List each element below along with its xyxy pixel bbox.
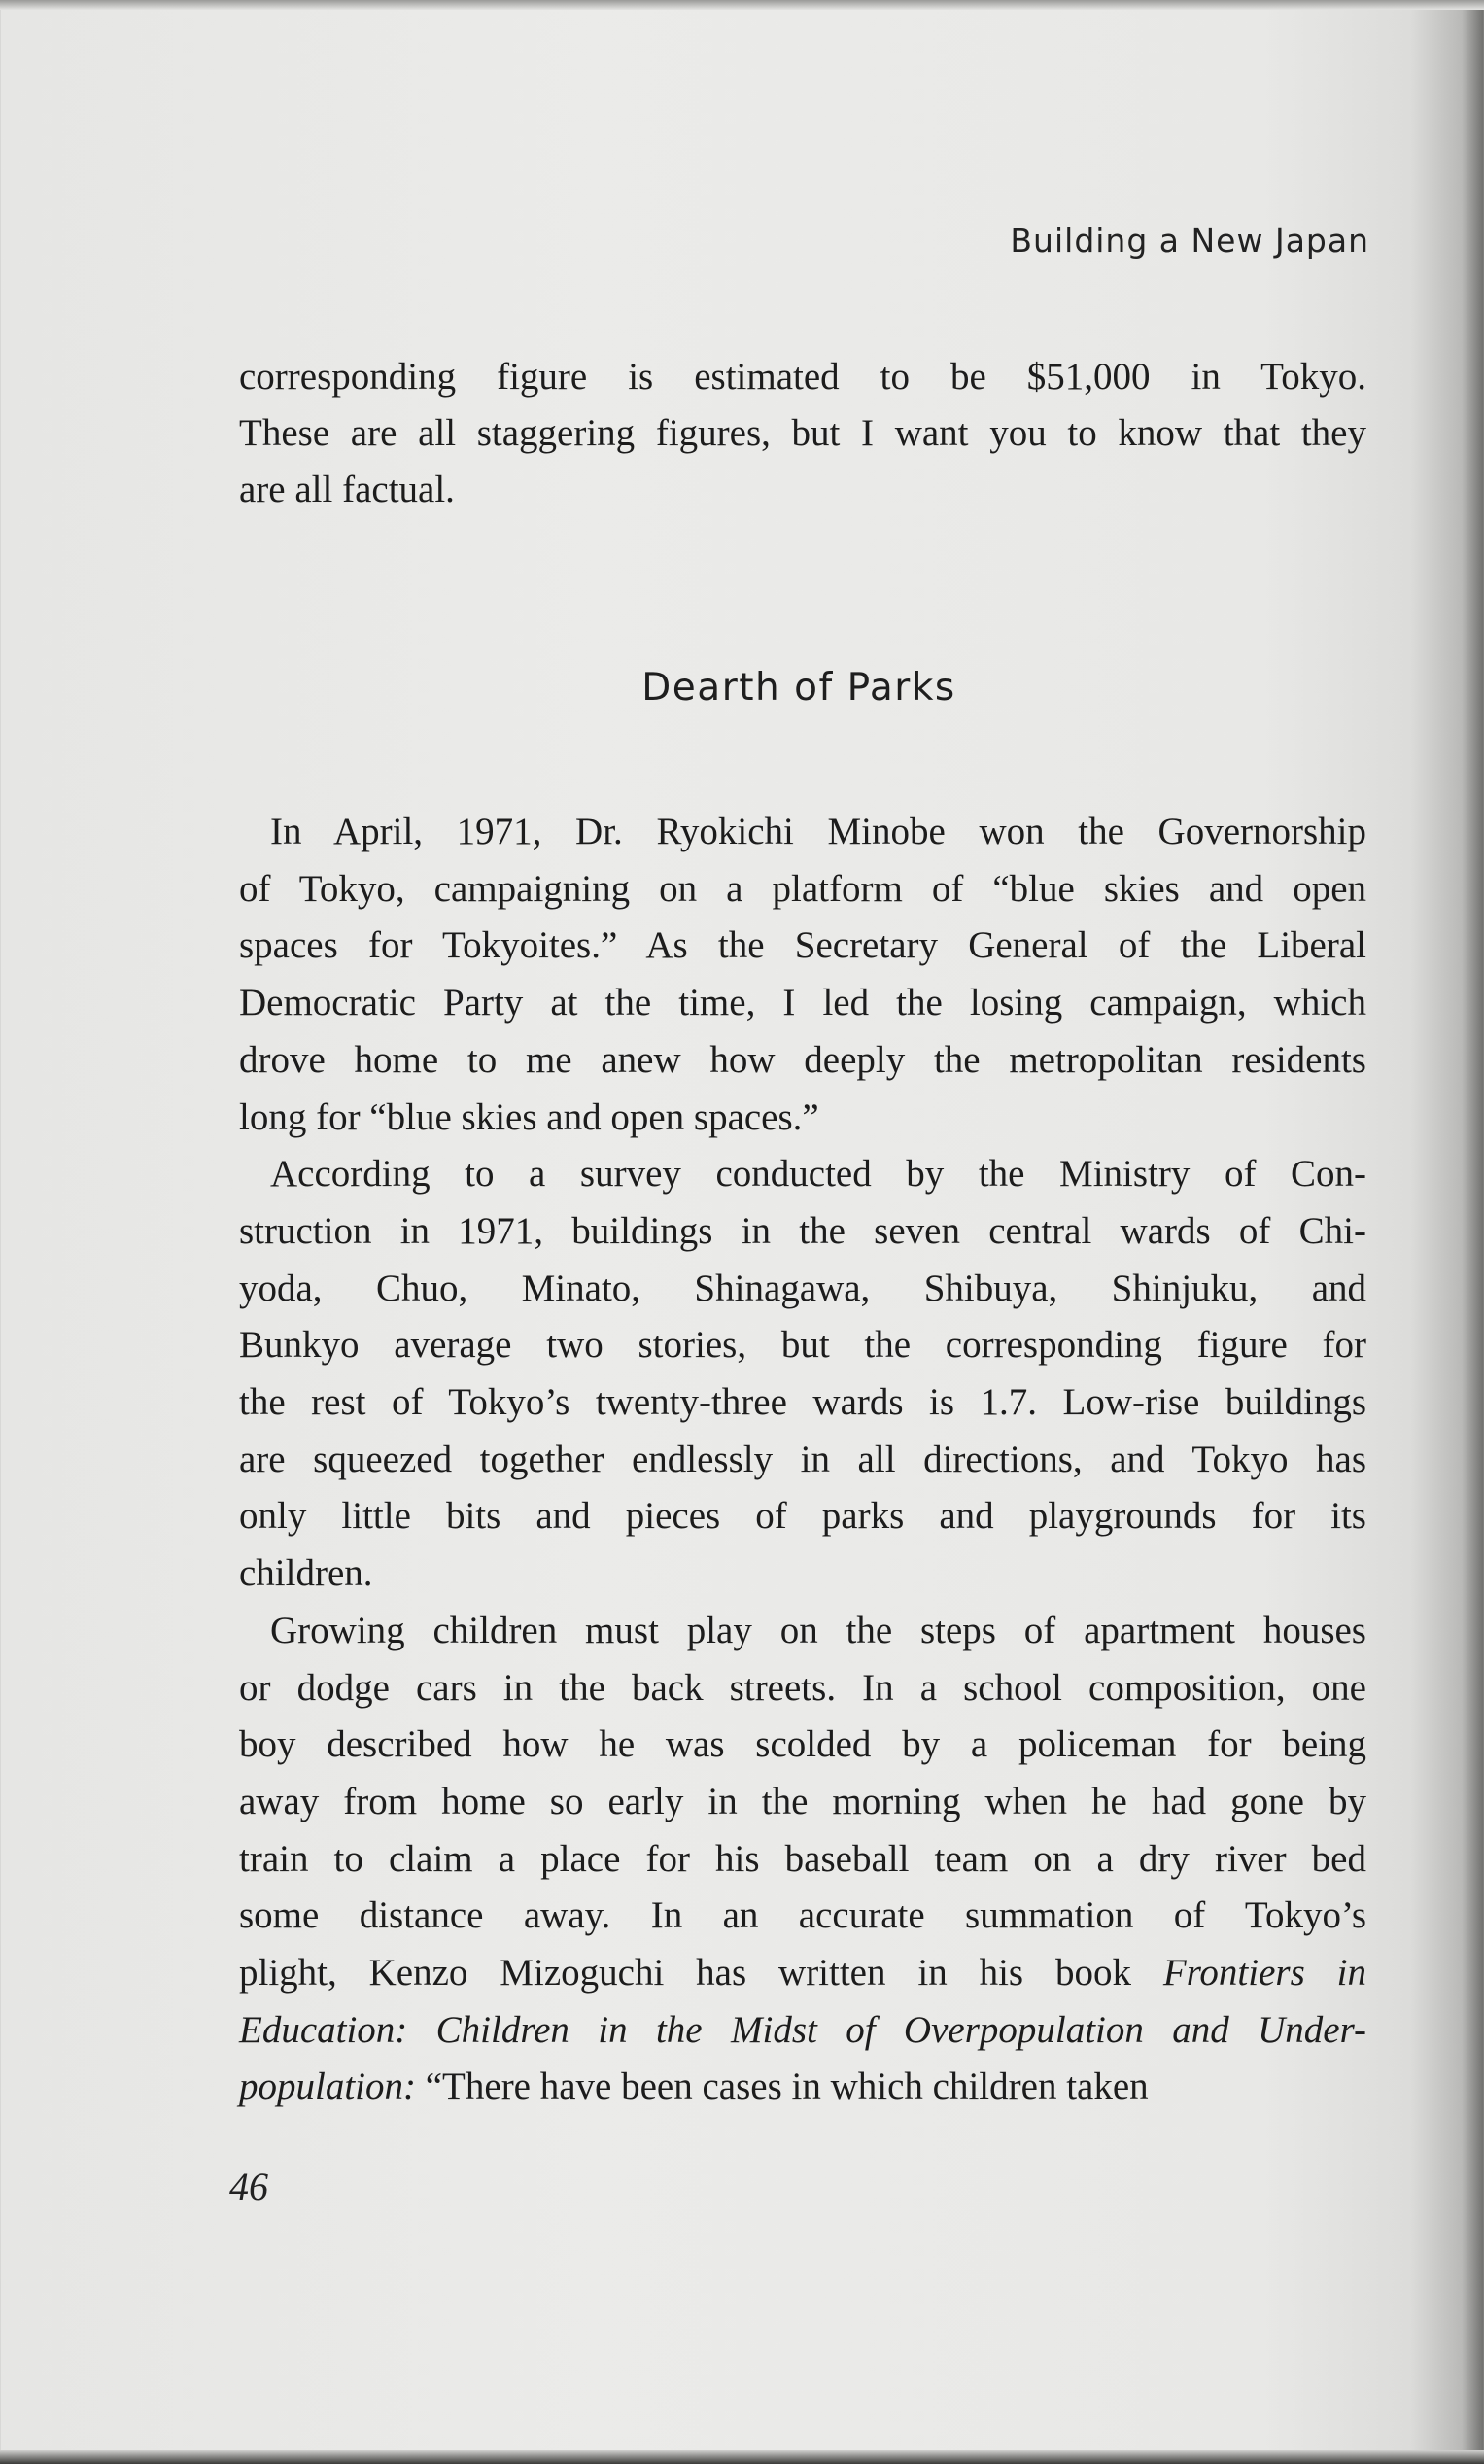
running-head: Building a New Japan bbox=[1010, 222, 1369, 260]
text-line bbox=[239, 918, 1366, 974]
text-segment: In April, 1971, Dr. Ryokichi Minobe won the Governorship bbox=[270, 811, 1366, 852]
text-line bbox=[239, 1888, 1366, 1944]
text-line bbox=[239, 1261, 1366, 1317]
text-line bbox=[239, 1374, 1366, 1431]
text-line bbox=[239, 1432, 1366, 1488]
page-top-edge bbox=[0, 0, 1484, 10]
text-line bbox=[270, 1146, 1366, 1202]
text-segment: Democratic Party at the time, I led the losing campaign, which bbox=[239, 982, 1366, 1024]
text-segment: “There have been cases in which children taken bbox=[416, 2065, 1149, 2108]
text-segment: the rest of Tokyo’s twenty-three wards is 1.7. Low-rise buildings bbox=[239, 1381, 1366, 1423]
text-line bbox=[239, 405, 1366, 462]
text-line bbox=[239, 1545, 1366, 1602]
text-segment: of Tokyo, campaigning on a platform of “blue skies and open bbox=[239, 867, 1366, 910]
text-segment: train to claim a place for his baseball team on a dry river bed bbox=[239, 1837, 1366, 1880]
text-segment: corresponding figure is estimated to be $51,000 in Tokyo. bbox=[239, 356, 1366, 398]
text-segment: These are all staggering figures, but I want you to know that they bbox=[239, 412, 1366, 454]
text-line bbox=[239, 861, 1366, 918]
italic-text: population: bbox=[239, 2065, 416, 2108]
text-segment: only little bits and pieces of parks and playgrounds for its bbox=[239, 1495, 1366, 1538]
text-line bbox=[239, 462, 1366, 518]
text-segment: long for “blue skies and open spaces.” bbox=[239, 1095, 819, 1138]
section-heading: Dearth of Parks bbox=[641, 666, 956, 710]
text-line bbox=[239, 1774, 1366, 1830]
text-segment: or dodge cars in the back streets. In a school composition, one bbox=[239, 1666, 1366, 1709]
text-segment: According to a survey conducted by the Ministry of Con- bbox=[270, 1153, 1366, 1196]
text-line bbox=[239, 1317, 1366, 1373]
text-segment: Growing children must play on the steps of apartment houses bbox=[270, 1609, 1366, 1651]
text-line bbox=[239, 349, 1366, 405]
text-line bbox=[239, 1945, 1366, 2001]
text-segment: away from home so early in the morning when he had gone by bbox=[239, 1780, 1366, 1822]
italic-text: Frontiers in bbox=[1162, 1952, 1366, 1994]
page-bottom-edge bbox=[0, 2450, 1484, 2464]
text-line bbox=[239, 1717, 1366, 1773]
text-segment: Bunkyo average two stories, but the corresponding figure for bbox=[239, 1324, 1366, 1367]
text-line bbox=[239, 1660, 1366, 1717]
text-segment: are all factual. bbox=[239, 469, 455, 510]
text-line bbox=[239, 1090, 1366, 1146]
text-segment: some distance away. In an accurate summation of Tokyo’s bbox=[239, 1894, 1366, 1937]
text-line bbox=[239, 2002, 1366, 2059]
italic-text: Education: Children in the Midst of Overpopulation and Under- bbox=[239, 2008, 1366, 2051]
text-line bbox=[239, 1203, 1366, 1260]
text-segment: spaces for Tokyoites.” As the Secretary General of the Liberal bbox=[239, 924, 1366, 967]
text-line bbox=[239, 1488, 1366, 1544]
text-segment: boy described how he was scolded by a policeman for being bbox=[239, 1723, 1366, 1766]
text-segment: plight, Kenzo Mizoguchi has written in his book bbox=[239, 1952, 1163, 1994]
text-line bbox=[239, 1831, 1366, 1888]
page-number: 46 bbox=[229, 2165, 268, 2208]
text-line bbox=[270, 804, 1366, 860]
text-segment: drove home to me anew how deeply the metropolitan residents bbox=[239, 1038, 1366, 1081]
text-line bbox=[270, 1603, 1366, 1659]
text-segment: yoda, Chuo, Minato, Shinagawa, Shibuya, Shinjuku, and bbox=[239, 1267, 1366, 1309]
text-line bbox=[239, 975, 1366, 1031]
text-segment: are squeezed together endlessly in all directions, and Tokyo has bbox=[239, 1438, 1366, 1480]
text-segment: struction in 1971, buildings in the seven central wards of Chi- bbox=[239, 1209, 1366, 1252]
text-line bbox=[239, 2059, 1366, 2115]
text-line bbox=[239, 1032, 1366, 1089]
text-segment: children. bbox=[239, 1552, 373, 1595]
